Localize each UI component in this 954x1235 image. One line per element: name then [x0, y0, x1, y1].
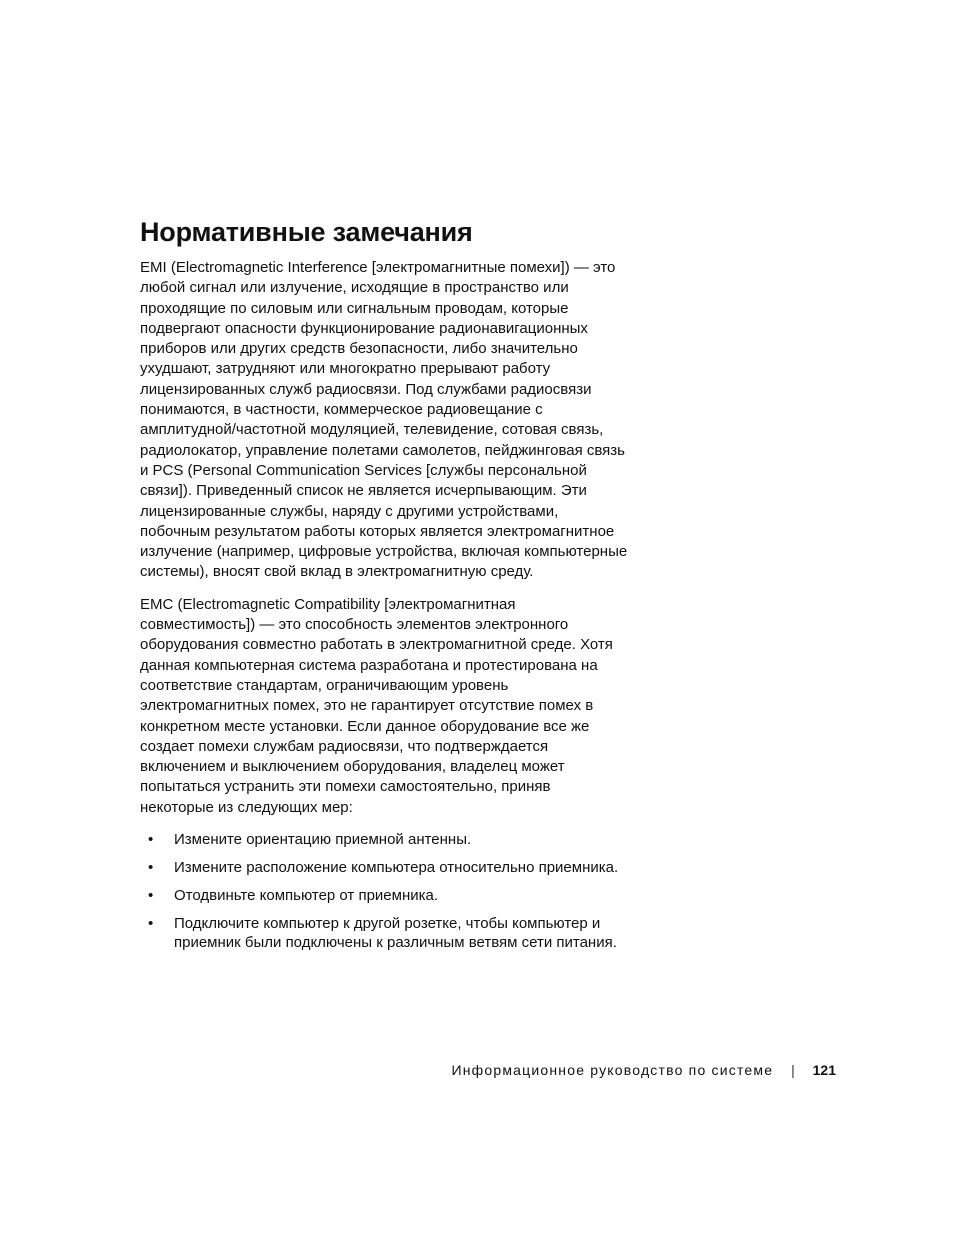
bullet-icon: • — [148, 915, 154, 933]
paragraph-emi: EMI (Electromagnetic Interference [электромагнитные помехи]) — это любой сигнал или излучение, исходящие в пространство или проходящие по силовым или сигнальным проводам, которые подвергают опасности функционирование радионавигационных приборов или других средств безопасности, либо значительно ухудшают, затрудняют или многократно прерывают работу лицензированных служб радиосвязи. Под службами радиосвязи понимаются, в частности, коммерческое радиовещание с амплитудной/частотной модуляцией, телевидение, сотовая связь, радиолокатор, управление полетами самолетов, пейджинговая связь и PCS (Personal Communication Services [службы персональной связи]). Приведенный список не является исчерпывающим. Эти лицензированные службы, наряду с другими устройствами, побочным результатом работы которых является электромагнитное излучение (например, цифровые устройства, включая компьютерные системы), вносят свой вклад в электромагнитную среду. — [140, 259, 628, 581]
bullet-icon: • — [148, 831, 154, 849]
list-item — [140, 830, 628, 849]
paragraph-emc: EMC (Electromagnetic Compatibility [электромагнитная совместимость]) — это способность элементов электронного оборудования совместно работать в электромагнитной среде. Хотя данная компьютерная система разработана и протестирована на соответствие стандартам, ограничивающим уровень электромагнитных помех, это не гарантирует отсутствие помех в конкретном месте установки. Если данное оборудование все же создает помехи службам радиосвязи, что подтверждается включением и выключением оборудования, владелец может попытаться устранить эти помехи самостоятельно, приняв некоторые из следующих мер: — [140, 595, 613, 816]
main-content — [140, 214, 628, 961]
remedy-list — [140, 830, 628, 952]
footer-separator: | — [791, 1062, 795, 1078]
list-item — [140, 914, 628, 952]
page-number: 121 — [812, 1062, 836, 1078]
bullet-icon: • — [148, 887, 154, 905]
list-item — [140, 886, 628, 905]
section-heading: Нормативные замечания — [140, 217, 473, 247]
footer-title: Информационное руководство по системе — [451, 1062, 774, 1078]
list-item — [140, 858, 628, 877]
bullet-icon: • — [148, 859, 154, 877]
list-item-text: Измените расположение компьютера относительно приемника. — [174, 859, 619, 877]
list-item-text: Отодвиньте компьютер от приемника. — [174, 887, 439, 905]
list-item-text: Измените ориентацию приемной антенны. — [174, 831, 472, 849]
page-footer — [451, 1060, 836, 1080]
list-item-text: Подключите компьютер к другой розетке, чтобы компьютер и приемник были подключены к различным ветвям сети питания. — [174, 915, 617, 952]
